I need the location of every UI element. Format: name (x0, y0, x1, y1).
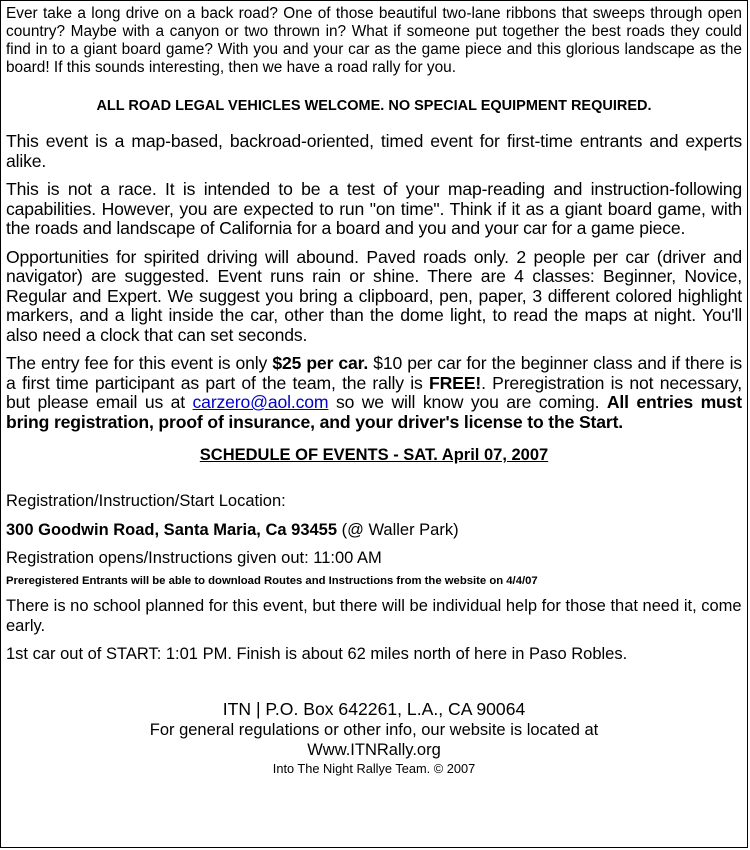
not-a-race-paragraph: This is not a race. It is intended to be a test of your map-reading and instruction-following capabilities. However, you are expected to run "on time". Think if it as a giant board game, with the roads and landscape of California for a board and you and your car for a game piece. (6, 179, 742, 238)
welcome-banner: ALL ROAD LEGAL VEHICLES WELCOME. NO SPECIAL EQUIPMENT REQUIRED. (96, 98, 652, 114)
event-description: This event is a map-based, backroad-oriented, timed event for first-time entrants and experts alike. (6, 131, 742, 171)
registration-opens: Registration opens/Instructions given out: 11:00 AM (6, 549, 382, 567)
fee-text-1: The entry fee for this event is only (6, 353, 273, 373)
fee-text-3: . Preregistration is not necessary, but please email us at (6, 372, 742, 412)
footer-website: Www.ITNRally.org (307, 741, 441, 759)
school-note: There is no school planned for this event, but there will be individual help for those that need it, come early. (6, 597, 742, 635)
address-rest: (@ Waller Park) (337, 521, 459, 539)
intro-paragraph: Ever take a long drive on a back road? One of those beautiful two-lane ribbons that sweeps through open country? Maybe with a canyon or two thrown in? What if someone put together the best roads they could find in to a giant board game? With you and your car as the game piece and this glorious landscape as the board! If this sounds interesting, then we have a road rally for you. (6, 5, 742, 76)
start-address (6, 520, 742, 540)
footer-address: ITN | P.O. Box 642261, L.A., CA 90064 (222, 699, 526, 719)
entry-fee-paragraph (6, 354, 742, 432)
address-bold: 300 Goodwin Road, Santa Maria, Ca 93455 (6, 521, 338, 539)
schedule-heading: SCHEDULE OF EVENTS - SAT. April 07, 2007 (199, 446, 549, 464)
fee-price: $25 per car. (272, 353, 369, 373)
footer (6, 698, 742, 777)
fee-requirements: All entries must bring registration, proof of insurance, and your driver's license to the Start. (6, 392, 743, 432)
driving-details-paragraph: Opportunities for spirited driving will abound. Paved roads only. 2 people per car (driver and navigator) are suggested. Event runs rain or shine. There are 4 classes: Beginner, Novice, Regular and Expert. We suggest you bring a clipboard, pen, paper, 3 different colored highlight markers, and a light inside the car, other than the dome light, to read the maps at night. You'll also need a clock that can set seconds. (6, 246, 742, 345)
preregistered-note: Preregistered Entrants will be able to download Routes and Instructions from the website on 4/4/07 (6, 575, 538, 587)
location-label: Registration/Instruction/Start Location: (6, 492, 286, 510)
first-car-note: 1st car out of START: 1:01 PM. Finish is about 62 miles north of here in Paso Robles. (6, 645, 628, 663)
footer-copyright: Into The Night Rallye Team. © 2007 (272, 761, 476, 776)
fee-text-4: so we will know you are coming. (328, 392, 607, 412)
fee-text-2: $10 per car for the beginner class and if there is a first time participant as part of the team, the rally is (6, 353, 743, 393)
email-link[interactable]: carzero@aol.com (192, 392, 329, 412)
footer-website-note: For general regulations or other info, our website is located at (149, 721, 599, 739)
fee-free: FREE! (429, 372, 482, 393)
